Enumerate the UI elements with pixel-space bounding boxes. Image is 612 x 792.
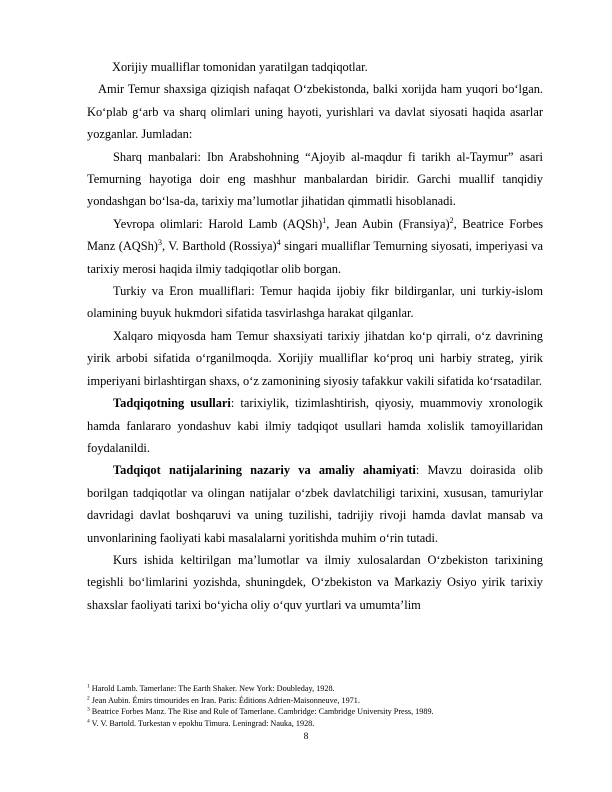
footnote-text: Harold Lamb. Tamerlane: The Earth Shaker. New York: Doubleday, 1928. bbox=[89, 684, 335, 693]
footnote-text: Jean Aubin. Émirs timourides en Iran. Paris: Éditions Adrien-Maisonneuve, 1971. bbox=[89, 695, 360, 705]
section-label-significance: Tadqiqot natijalarining nazariy va amaliy ahamiyati bbox=[113, 463, 416, 478]
text-run: , Jean Aubin (Fransiya) bbox=[326, 216, 450, 231]
footnote-text: V. V. Bartold. Turkestan v epokhu Timura. Leningrad: Nauka, 1928. bbox=[89, 718, 315, 728]
section-label-methods: Tadqiqotning usullari bbox=[113, 396, 231, 411]
paragraph-foreign-studies-heading: Xorijiy mualliflar tomonidan yaratilgan tadqiqotlar. bbox=[112, 60, 368, 74]
text-run: : tarixiylik, tizimlashtirish, qiyosiy, muammoviy xronologik hamda fanlararo yondashuv kabi ilmiy tadqiqot usullari hamda xolislik tamoyillaridan foydalanildi. bbox=[87, 396, 544, 455]
footnote-number: 2 bbox=[87, 694, 90, 701]
main-text bbox=[87, 56, 543, 616]
paragraph-research-methods bbox=[87, 392, 543, 459]
paragraph-interest-abroad: Amir Temur shaxsiga qiziqish nafaqat O‘zbekistonda, balki xorijda ham yuqori bo‘lgan. Ko‘plab g‘arb va sharq olimlari uning hayoti, yurishlari va davlat siyosati haqida asarlar yozganlar. Jumladan: bbox=[87, 82, 543, 142]
text-run: , V. Barthold (Rossiya) bbox=[161, 239, 277, 254]
footnote-number: 4 bbox=[87, 718, 90, 725]
footnote-3 bbox=[87, 706, 543, 718]
paragraph-significance bbox=[87, 459, 543, 549]
page-number: 8 bbox=[303, 732, 309, 742]
footnote-number: 3 bbox=[87, 706, 90, 713]
footnote-ref-1[interactable]: 1 bbox=[322, 215, 327, 225]
footnote-number: 1 bbox=[87, 683, 90, 690]
text-run: Yevropa olimlari: Harold Lamb (AQSh) bbox=[113, 216, 323, 231]
footnote-1 bbox=[87, 683, 543, 695]
footnote-ref-2[interactable]: 2 bbox=[449, 215, 454, 225]
paragraph-eastern-sources: Sharq manbalari: Ibn Arabshohning “Ajoyib al-maqdur fi tarikh al-Taymur” asari Temurning hayotiga doir eng mashhur manbalardan biridir. Garchi muallif tanqidiy yondashgan bo‘lsa-da, tarixiy ma’lumotlar jihatidan qimmatli hisoblanadi. bbox=[87, 149, 543, 209]
footnote-ref-4[interactable]: 4 bbox=[276, 238, 281, 248]
paragraph-international-scale: Xalqaro miqyosda ham Temur shaxsiyati tarixiy jihatdan ko‘p qirrali, o‘z davrining yirik arbobi sifatida o‘rganilmoqda. Xorijiy mualliflar ko‘proq uni harbiy strateg, yirik imperiyani birlashtirgan shaxs, o‘z zamonining siyosiy tafakkur vakili sifatida ko‘rsatadilar. bbox=[87, 328, 543, 388]
footnote-4 bbox=[87, 718, 543, 730]
paragraph-european-scholars bbox=[87, 213, 543, 280]
footnote-ref-3[interactable]: 3 bbox=[157, 238, 162, 248]
footnote-text: Beatrice Forbes Manz. The Rise and Rule of Tamerlane. Cambridge: Cambridge University Press, 1989. bbox=[89, 707, 434, 717]
paragraph-turkic-iranian-authors: Turkiy va Eron mualliflari: Temur haqida ijobiy fikr bildirganlar, uni turkiy-islom olamining buyuk hukmdori sifatida tasvirlashga harakat qilganlar. bbox=[87, 284, 543, 321]
text-run: : Mavzu doirasida olib borilgan tadqiqotlar va olingan natijalar o‘zbek davlatchiligi tarixini, xususan, tamuriylar davridagi davlat boshqaruvi va uning tuzilishi, tadrijiy rivoji hamda davlat mansab va unvonlarining faoliyati kabi masalalarni yoritishda muhim o‘rin tutadi. bbox=[87, 463, 543, 545]
footnotes bbox=[87, 683, 543, 729]
footnote-2 bbox=[87, 695, 543, 707]
text-run: singari mualliflar Temurning siyosati, imperiyasi va tarixiy merosi haqida ilmiy tadqiqotlar olib borgan. bbox=[87, 239, 544, 276]
text-run: , Beatrice Forbes Manz (AQSh) bbox=[87, 216, 544, 254]
paragraph-usage: Kurs ishida keltirilgan ma’lumotlar va ilmiy xulosalardan O‘zbekiston tarixining tegishli bo‘limlarini yozishda, shuningdek, O‘zbekiston va Markaziy Osiyo yirik tarixiy shaxslar faoliyati tarixi bo‘yicha oliy o‘quv yurtlari va umumta’lim bbox=[87, 552, 543, 612]
